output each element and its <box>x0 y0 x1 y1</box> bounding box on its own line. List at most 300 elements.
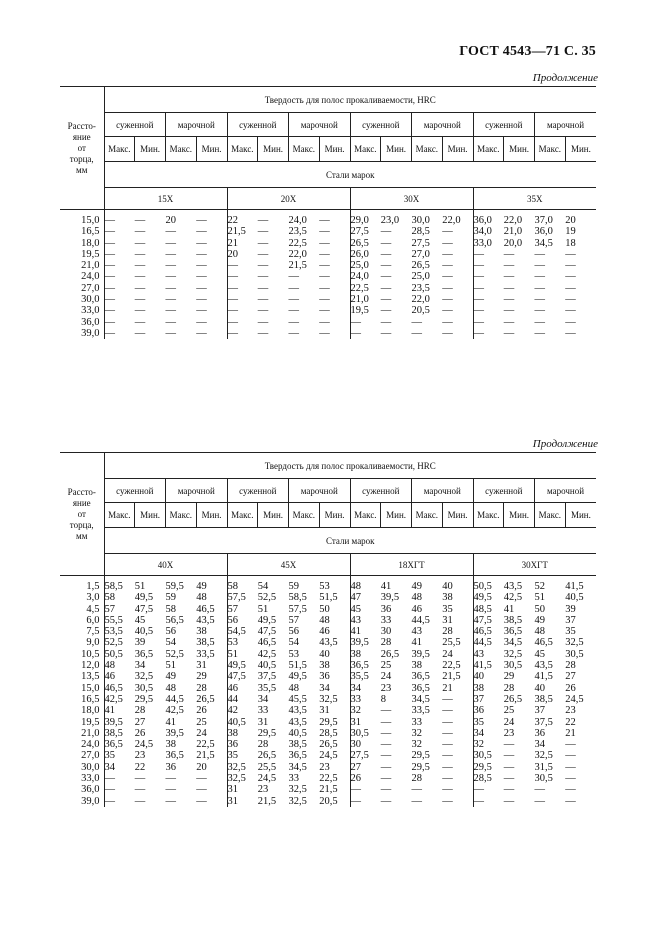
hardness-cell: 36 <box>534 727 545 739</box>
hardness-cell: — <box>257 271 269 283</box>
hardness-cell: 29,0 <box>350 215 381 226</box>
hardness-cell: — <box>196 327 207 339</box>
hardness-cell: — <box>442 716 453 728</box>
hardness-cell: 20,5 <box>411 305 430 317</box>
hardness-cell: 51 <box>165 660 176 672</box>
hardness-cell: — <box>534 282 545 294</box>
hardness-cell: 33 <box>380 614 392 626</box>
hardness-cell: — <box>442 773 453 785</box>
distance-cell: 27,0 <box>60 750 104 761</box>
hardness-cell: — <box>473 249 504 260</box>
hardness-cell: 42,5 <box>257 648 277 660</box>
hardness-cell: 51 <box>134 581 146 592</box>
hardness-cell: — <box>534 248 545 260</box>
hardness-cell: — <box>288 327 299 339</box>
hardness-cell: 25,5 <box>257 761 277 773</box>
hardness-cell: 51,5 <box>319 592 338 604</box>
hardness-cell: 50,5 <box>104 648 123 660</box>
hardness-cell: 26 <box>350 773 381 784</box>
hardness-cell: 39,5 <box>165 727 184 739</box>
hardness-cell: — <box>442 750 453 762</box>
row-header-line: Рассто- <box>67 486 96 497</box>
hardness-cell: 44,5 <box>411 614 430 626</box>
hardness-cell: — <box>442 305 453 317</box>
hardness-cell: — <box>442 237 453 249</box>
hardness-cell: — <box>134 271 146 283</box>
hardness-cell: — <box>473 328 504 339</box>
hardness-cell: — <box>503 305 515 317</box>
hardness-cell: 43 <box>350 615 381 626</box>
distance-cell: 33,0 <box>60 305 104 316</box>
table-row <box>60 683 596 694</box>
distance-cell: 15,0 <box>60 683 104 694</box>
hardness-cell: — <box>196 282 207 294</box>
hardness-cell: 39,5 <box>380 592 400 604</box>
hardness-cell: — <box>350 317 381 328</box>
max-header: Макс. <box>227 137 258 162</box>
min-header: Мин. <box>442 503 473 528</box>
hardness-cell: 20 <box>165 215 176 226</box>
hardness-cell: 27 <box>565 671 576 683</box>
hardness-cell: 25 <box>196 716 207 728</box>
table-row <box>60 226 596 237</box>
hardness-cell: 46 <box>104 671 115 683</box>
hardness-cell: 52,5 <box>165 648 184 660</box>
hardness-cell: — <box>565 260 576 272</box>
hardness-cell: 41 <box>104 705 115 717</box>
hardness-cell: — <box>257 294 269 306</box>
hardness-cell: 44 <box>227 694 258 705</box>
hardness-title: Твердость для полос прокаливаемости, HRC <box>104 453 596 479</box>
hardness-cell: 32,5 <box>134 671 154 683</box>
hardness-cell: — <box>288 282 299 294</box>
hardness-cell: 34 <box>257 693 269 705</box>
hardness-cell: 21,5 <box>257 795 277 807</box>
distance-cell: 6,0 <box>60 615 104 626</box>
hardness-cell: 21,5 <box>196 750 215 762</box>
hardness-cell: — <box>473 796 504 807</box>
hardness-cell: — <box>134 282 146 294</box>
hardness-cell: 28 <box>196 682 207 694</box>
distance-cell: 12,0 <box>60 660 104 671</box>
hardness-cell: — <box>134 316 146 328</box>
hardness-cell: — <box>380 316 392 328</box>
hardness-cell: 24,0 <box>350 271 381 282</box>
hardness-cell: — <box>319 294 330 306</box>
hardness-cell: 40 <box>319 648 330 660</box>
hardness-cell: — <box>196 215 207 226</box>
steel-grade-header: 40Х <box>104 554 227 576</box>
hardness-cell: 40 <box>473 671 504 682</box>
table-row <box>60 249 596 260</box>
hardness-cell: 43,5 <box>196 614 215 626</box>
hardness-cell: — <box>257 316 269 328</box>
hardness-cell: 38 <box>165 739 176 751</box>
hardness-cell: 26,5 <box>503 693 523 705</box>
hardness-cell: — <box>227 283 258 294</box>
hardness-cell: 20 <box>227 249 258 260</box>
hardness-cell: — <box>134 327 146 339</box>
hardness-cell: 36,5 <box>165 750 184 762</box>
hardness-cell: 24 <box>503 716 515 728</box>
hardness-cell: — <box>165 327 176 339</box>
hardness-cell: 51 <box>534 592 545 604</box>
hardness-cell: 29,5 <box>134 693 154 705</box>
hardness-cell: 29,5 <box>411 761 430 773</box>
hardness-cell: — <box>380 226 392 238</box>
hardness-cell: — <box>411 795 422 807</box>
max-header: Макс. <box>289 503 320 528</box>
hardness-cell: 45,5 <box>288 693 307 705</box>
hardness-cell: — <box>473 317 504 328</box>
row-header-line: мм <box>76 530 88 541</box>
hardness-cell: 38 <box>319 660 330 672</box>
hardness-cell: 51 <box>257 603 269 615</box>
hardness-cell: 21,5 <box>288 260 307 272</box>
distance-cell: 10,5 <box>60 649 104 660</box>
hardness-cell: 58 <box>104 592 115 604</box>
hardness-cell: 48 <box>534 626 545 638</box>
min-header: Мин. <box>319 503 350 528</box>
hardness-cell: 49 <box>534 614 545 626</box>
hardness-cell: 34,5 <box>288 761 307 773</box>
hardness-cell: — <box>442 294 453 306</box>
hardness-cell: 32,5 <box>534 750 553 762</box>
hardness-cell: — <box>165 226 176 238</box>
hardness-cell: 49,5 <box>257 614 277 626</box>
kind-grade-header: марочной <box>535 113 597 137</box>
hardness-cell: 46 <box>319 626 330 638</box>
hardness-cell: 24 <box>442 648 453 660</box>
distance-cell: 4,5 <box>60 604 104 615</box>
hardness-cell: 32,5 <box>503 648 523 660</box>
hardness-cell: — <box>565 327 576 339</box>
hardness-cell: 49,5 <box>134 592 154 604</box>
hardness-cell: — <box>503 784 515 796</box>
hardness-cell: — <box>196 294 207 306</box>
kind-narrow-header: суженной <box>473 479 535 503</box>
hardness-cell: — <box>196 226 207 238</box>
hardness-cell: 34,5 <box>411 693 430 705</box>
hardness-cell: — <box>104 282 115 294</box>
hardness-cell: 8 <box>380 693 386 705</box>
hardness-cell: 42,5 <box>104 693 123 705</box>
hardness-cell: — <box>134 795 146 807</box>
hardness-cell: 50 <box>319 603 330 615</box>
max-header: Макс. <box>104 137 135 162</box>
hardness-cell: — <box>227 260 258 271</box>
hardness-cell: — <box>257 260 269 272</box>
hardness-cell: 36,5 <box>350 660 381 671</box>
hardness-cell: — <box>196 271 207 283</box>
hardness-cell: 28 <box>134 705 146 717</box>
steels-title: Стали марок <box>104 162 596 188</box>
hardness-cell: — <box>565 784 576 796</box>
distance-cell: 30,0 <box>60 294 104 305</box>
hardness-cell: — <box>380 237 392 249</box>
hardness-cell: 28,5 <box>473 773 504 784</box>
hardness-cell: 52,5 <box>104 637 123 649</box>
hardness-cell: 27 <box>350 762 381 773</box>
hardness-cell: 37 <box>534 705 545 717</box>
hardness-cell: — <box>503 282 515 294</box>
hardness-cell: — <box>534 305 545 317</box>
min-header: Мин. <box>258 137 289 162</box>
max-header: Макс. <box>350 137 381 162</box>
hardness-cell: — <box>503 761 515 773</box>
hardness-cell: — <box>134 215 146 226</box>
hardness-cell: — <box>565 282 576 294</box>
hardness-cell: 19 <box>565 226 576 238</box>
hardness-cell: 39,5 <box>411 648 430 660</box>
hardness-cell: — <box>473 305 504 316</box>
max-header: Макс. <box>166 503 197 528</box>
row-header-line: от <box>77 142 86 153</box>
hardness-cell: 50,5 <box>473 581 504 592</box>
hardness-cell: 22,0 <box>411 294 430 306</box>
hardness-cell: 35,5 <box>350 671 381 682</box>
hardness-cell: 37,0 <box>534 215 553 226</box>
hardness-cell: 40,5 <box>257 660 277 672</box>
hardness-cell: — <box>565 294 576 306</box>
hardness-cell: 25,0 <box>350 260 381 271</box>
hardness-cell: — <box>196 316 207 328</box>
table-row <box>60 271 596 282</box>
hardness-cell: — <box>319 271 330 283</box>
hardness-cell: 24 <box>196 727 207 739</box>
hardness-cell: — <box>134 294 146 306</box>
hardness-cell: 36 <box>165 761 176 773</box>
kind-narrow-header: суженной <box>350 113 412 137</box>
hardness-cell: 41,5 <box>565 581 584 592</box>
hardness-cell: — <box>165 282 176 294</box>
max-header: Макс. <box>104 503 135 528</box>
hardness-cell: — <box>319 316 330 328</box>
hardness-cell: 48 <box>319 614 330 626</box>
hardness-cell: — <box>380 784 392 796</box>
hardness-cell: 30,5 <box>473 750 504 761</box>
min-header: Мин. <box>504 137 535 162</box>
hardness-cell: 33 <box>288 773 299 785</box>
hardness-cell: — <box>380 305 392 317</box>
hardness-cell: 38,5 <box>288 739 307 751</box>
distance-cell: 30,0 <box>60 762 104 773</box>
max-header: Макс. <box>412 137 443 162</box>
hardness-cell: 32 <box>473 739 504 750</box>
hardness-cell: — <box>134 773 146 785</box>
hardness-cell: — <box>104 316 115 328</box>
hardness-cell: 26,5 <box>350 238 381 249</box>
hardness-cell: — <box>473 294 504 305</box>
hardness-cell: — <box>380 739 392 751</box>
hardness-cell: 38,5 <box>534 693 553 705</box>
hardness-cell: 41,5 <box>534 671 553 683</box>
hardness-cell: 38 <box>227 728 258 739</box>
hardness-cell: 50 <box>534 603 545 615</box>
hardness-cell: 58 <box>227 581 258 592</box>
hardness-cell: 22,0 <box>442 215 461 226</box>
hardness-cell: — <box>319 237 330 249</box>
hardness-cell: 36,5 <box>503 626 523 638</box>
hardness-cell: 34,5 <box>534 237 553 249</box>
hardness-cell: 42,5 <box>503 592 523 604</box>
hardness-cell: 30,5 <box>534 773 553 785</box>
hardness-cell: — <box>565 305 576 317</box>
hardness-cell: 21,0 <box>503 226 523 238</box>
hardness-cell: 20,0 <box>503 237 523 249</box>
hardness-cell: — <box>565 750 576 762</box>
hardness-cell: — <box>227 305 258 316</box>
max-header: Макс. <box>350 503 381 528</box>
hardness-cell: 43,5 <box>288 705 307 717</box>
hardness-cell: 36 <box>319 671 330 683</box>
hardness-cell: 32,5 <box>227 762 258 773</box>
hardness-cell: 56 <box>288 626 299 638</box>
max-header: Макс. <box>289 137 320 162</box>
steel-grade-header: 30Х <box>350 188 473 210</box>
hardness-cell: 54 <box>288 637 299 649</box>
table-row <box>60 615 596 626</box>
hardness-cell: 31,5 <box>534 761 553 773</box>
distance-cell: 19,5 <box>60 717 104 728</box>
hardness-cell: — <box>534 316 545 328</box>
hardness-cell: — <box>442 316 453 328</box>
hardness-cell: 43,5 <box>534 660 553 672</box>
hardness-cell: 32,5 <box>319 693 338 705</box>
hardness-cell: 28 <box>380 637 392 649</box>
hardness-cell: 23 <box>134 750 146 762</box>
hardness-cell: — <box>227 317 258 328</box>
table-row <box>60 773 596 784</box>
hardness-cell: 18 <box>565 237 576 249</box>
table-row <box>60 717 596 728</box>
hardness-cell: 45 <box>534 648 545 660</box>
hardness-cell: — <box>319 282 330 294</box>
hardness-cell: 34,0 <box>473 226 504 237</box>
distance-cell: 36,0 <box>60 784 104 795</box>
hardness-cell: 49 <box>196 581 207 592</box>
distance-cell: 7,5 <box>60 626 104 637</box>
hardness-cell: — <box>473 784 504 795</box>
hardness-cell: 29,5 <box>411 750 430 762</box>
hardness-cell: 30,5 <box>350 728 381 739</box>
hardness-cell: 26,5 <box>411 260 430 272</box>
distance-cell: 19,5 <box>60 249 104 260</box>
min-header: Мин. <box>196 137 227 162</box>
hardness-cell: 43,5 <box>288 716 307 728</box>
hardness-cell: 28 <box>503 682 515 694</box>
hardness-cell: — <box>565 316 576 328</box>
hardness-cell: 53 <box>319 581 330 592</box>
hardness-cell: 32 <box>350 705 381 716</box>
hardness-cell: 22,5 <box>350 283 381 294</box>
steel-grade-header: 45Х <box>227 554 350 576</box>
hardness-cell: 21,5 <box>319 784 338 796</box>
distance-cell: 1,5 <box>60 581 104 592</box>
hardness-cell: — <box>104 305 115 317</box>
hardness-cell: — <box>503 248 515 260</box>
hardness-cell: 48 <box>196 592 207 604</box>
hardness-cell: — <box>165 773 176 785</box>
hardness-cell: — <box>350 796 381 807</box>
hardness-cell: 34 <box>134 660 146 672</box>
hardness-cell: — <box>165 795 176 807</box>
hardness-cell: 56 <box>165 626 176 638</box>
hardness-cell: — <box>165 294 176 306</box>
hardness-cell: 21,5 <box>442 671 461 683</box>
distance-cell: 13,5 <box>60 671 104 682</box>
hardness-cell: — <box>442 327 453 339</box>
hardness-cell: 26,5 <box>319 739 338 751</box>
hardness-cell: 22,5 <box>442 660 461 672</box>
hardness-cell: 41 <box>165 716 176 728</box>
hardness-cell: 40 <box>534 682 545 694</box>
hardness-cell: — <box>442 795 453 807</box>
row-header-line: от <box>77 508 86 519</box>
hardness-cell: 22,5 <box>319 773 338 785</box>
hardness-cell: 24,5 <box>257 773 277 785</box>
hardness-cell: 41 <box>503 603 515 615</box>
hardness-cell: — <box>442 705 453 717</box>
hardness-cell: 52,5 <box>257 592 277 604</box>
hardness-cell: 49,5 <box>227 660 258 671</box>
distance-cell: 16,5 <box>60 694 104 705</box>
table-row <box>60 762 596 773</box>
hardness-cell: — <box>380 795 392 807</box>
hardness-cell: 41 <box>380 581 392 592</box>
hardness-cell: 38 <box>411 660 422 672</box>
hardness-cell: 26,5 <box>196 693 215 705</box>
hardness-cell: 36 <box>380 603 392 615</box>
hardness-cell: 21 <box>442 682 453 694</box>
hardness-cell: — <box>565 761 576 773</box>
hardness-cell: 34 <box>534 739 545 751</box>
hardness-cell: 26 <box>134 727 146 739</box>
min-header: Мин. <box>319 137 350 162</box>
hardness-cell: — <box>227 271 258 282</box>
distance-cell: 24,0 <box>60 739 104 750</box>
hardness-cell: 22,5 <box>288 237 307 249</box>
hardness-cell: — <box>565 271 576 283</box>
hardness-cell: — <box>503 260 515 272</box>
hardness-cell: 23 <box>380 682 392 694</box>
hardness-cell: 27,5 <box>350 750 381 761</box>
table-row <box>60 294 596 305</box>
hardness-cell: 35 <box>104 750 115 762</box>
hardness-cell: 36 <box>473 705 504 716</box>
hardness-cell: 33 <box>257 705 269 717</box>
distance-cell: 39,0 <box>60 796 104 807</box>
hardness-cell: 24,5 <box>565 693 584 705</box>
hardness-cell: — <box>104 784 115 796</box>
hardness-cell: 26 <box>196 705 207 717</box>
hardness-cell: 20 <box>565 215 576 226</box>
hardness-cell: 22,0 <box>503 215 523 226</box>
hardness-cell: 36,0 <box>534 226 553 238</box>
hardness-cell: 47 <box>350 592 381 603</box>
hardness-cell: 44,5 <box>473 637 504 648</box>
table-row <box>60 592 596 603</box>
hardness-cell: — <box>196 237 207 249</box>
row-header-distance <box>60 453 104 576</box>
hardness-cell: 36,5 <box>104 739 123 751</box>
hardness-cell: 32 <box>411 727 422 739</box>
hardness-cell: — <box>104 795 115 807</box>
hardness-cell: 23,5 <box>288 226 307 238</box>
distance-cell: 24,0 <box>60 271 104 282</box>
hardness-cell: — <box>227 294 258 305</box>
distance-cell: 36,0 <box>60 317 104 328</box>
